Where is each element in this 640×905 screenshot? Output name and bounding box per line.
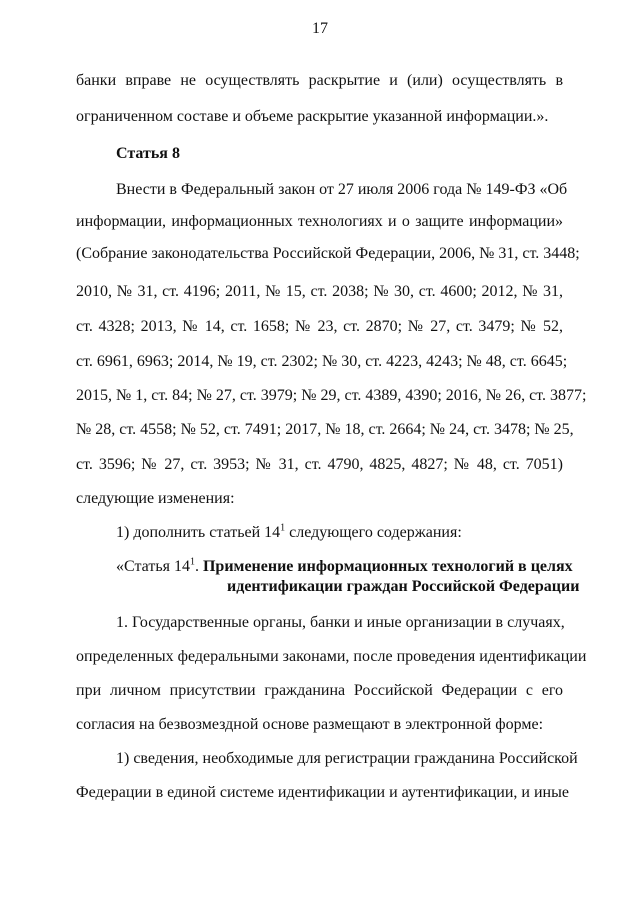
article-8-last-line: следующие изменения: bbox=[76, 490, 235, 507]
para-1-line-3: при личном присутствии гражданина Российской Федерации с его bbox=[76, 682, 563, 699]
page-number: 17 bbox=[312, 20, 328, 37]
para-1-line-2: определенных федеральными законами, после проведения идентификации bbox=[76, 648, 587, 665]
new-article-title-line-2: идентификации граждан Российской Федерации bbox=[227, 578, 580, 595]
article-8-line-3: (Собрание законодательства Российской Федерации, 2006, № 31, ст. 3448; bbox=[76, 245, 580, 262]
article-8-line-5: ст. 4328; 2013, № 14, ст. 1658; № 23, ст. 2870; № 27, ст. 3479; № 52, bbox=[76, 318, 563, 335]
article-8-heading: Статья 8 bbox=[116, 145, 180, 162]
new-article-title-line-1: Применение информационных технологий в целях bbox=[202, 558, 573, 575]
article-8-line-7: 2015, № 1, ст. 84; № 27, ст. 3979; № 29, ст. 4389, 4390; 2016, № 26, ст. 3877; bbox=[76, 387, 587, 404]
item-1-prefix: 1) дополнить статьей 14 bbox=[116, 524, 281, 541]
item-1 bbox=[116, 523, 462, 543]
continuation-line-1: банки вправе не осуществлять раскрытие и (или) осуществлять в bbox=[76, 72, 563, 89]
new-article-label-prefix: «Статья 14 bbox=[116, 558, 190, 575]
article-8-line-4: 2010, № 31, ст. 4196; 2011, № 15, ст. 2038; № 30, ст. 4600; 2012, № 31, bbox=[76, 283, 563, 300]
sub-1-line-2: Федерации в единой системе идентификации и аутентификации, и иные bbox=[76, 784, 569, 801]
new-article-heading bbox=[116, 557, 573, 577]
new-article-label-suffix: . bbox=[194, 558, 203, 575]
para-1-line-1: 1. Государственные органы, банки и иные организации в случаях, bbox=[116, 614, 565, 631]
article-8-line-8: № 28, ст. 4558; № 52, ст. 7491; 2017, № 18, ст. 2664; № 24, ст. 3478; № 25, bbox=[76, 421, 574, 438]
new-article-label-sup: 1 bbox=[189, 556, 195, 568]
article-8-line-9: ст. 3596; № 27, ст. 3953; № 31, ст. 4790, 4825, 4827; № 48, ст. 7051) bbox=[76, 456, 563, 473]
item-1-suffix: следующего содержания: bbox=[285, 524, 462, 541]
article-8-line-1: Внести в Федеральный закон от 27 июля 2006 года № 149-ФЗ «Об bbox=[116, 181, 568, 198]
continuation-line-2: ограниченном составе и объеме раскрытие указанной информации.». bbox=[76, 108, 549, 125]
item-1-sup: 1 bbox=[280, 522, 286, 534]
article-8-line-6: ст. 6961, 6963; 2014, № 19, ст. 2302; № 30, ст. 4223, 4243; № 48, ст. 6645; bbox=[76, 353, 568, 370]
para-1-last-line: согласия на безвозмездной основе размещают в электронной форме: bbox=[76, 716, 544, 733]
sub-1-line-1: 1) сведения, необходимые для регистрации гражданина Российской bbox=[116, 750, 578, 767]
article-8-line-2: информации, информационных технологиях и о защите информации» bbox=[76, 213, 563, 230]
